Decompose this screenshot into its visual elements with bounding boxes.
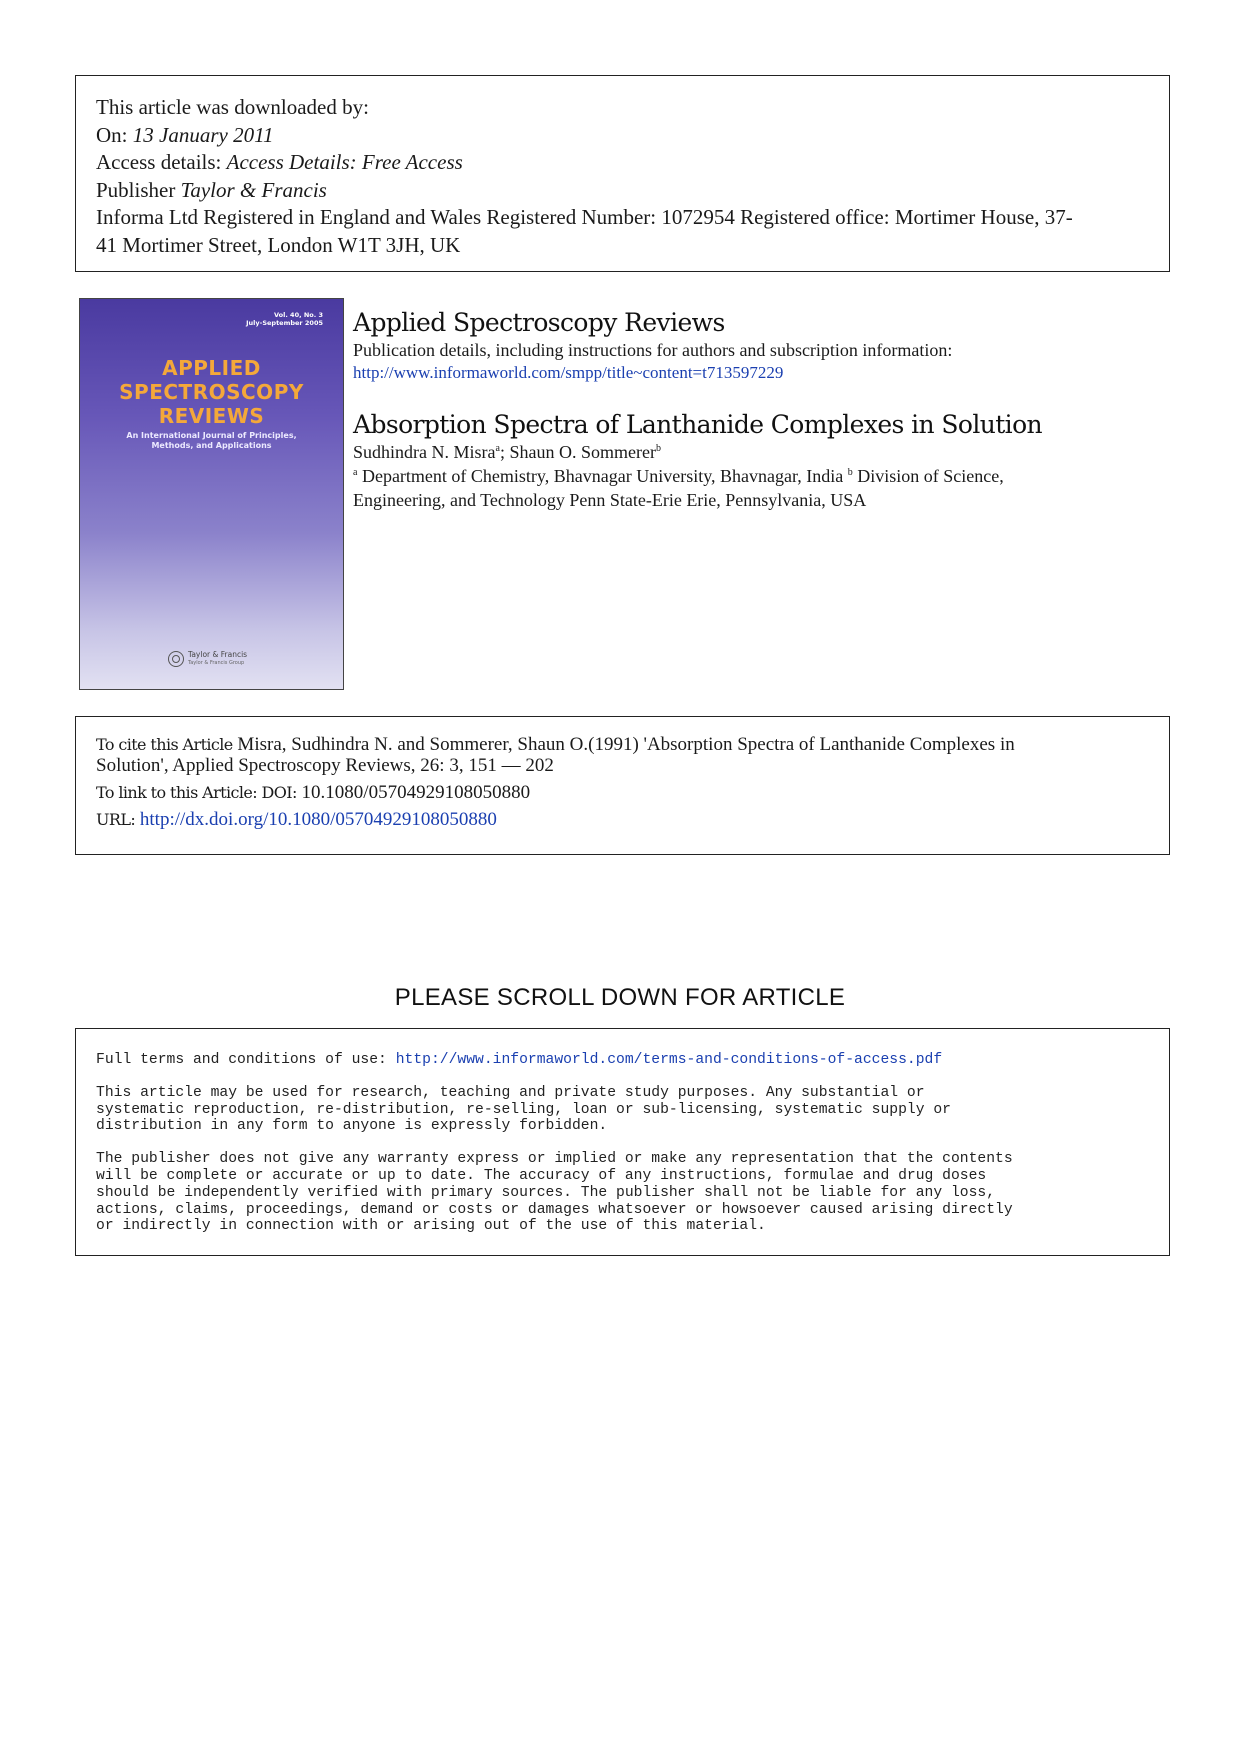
publisher-logo-group: Taylor & Francis Group [188, 660, 245, 666]
usage-line-1: This article may be used for research, teaching and private study purposes. Any substantial or [96, 1084, 925, 1101]
cover-title [80, 356, 343, 428]
affil-b-mark: b [847, 467, 853, 478]
article-title: Absorption Spectra of Lanthanide Complexes in Solution [353, 410, 1043, 439]
access-details-value: Access Details: Free Access [226, 150, 463, 174]
cover-issue-line-2: July-September 2005 [246, 319, 323, 327]
publisher-logo-name: Taylor & Francis [188, 650, 248, 659]
author-2-affil-mark: b [655, 443, 661, 454]
usage-line-2: systematic reproduction, re-distribution, re-selling, loan or sub-licensing, systematic supply or [96, 1101, 951, 1118]
publication-details: Publication details, including instructions for authors and subscription information: [353, 340, 953, 360]
access-details-label: Access details: [96, 150, 227, 174]
cover-subtitle-line-2: Methods, and Applications [151, 441, 272, 450]
terms-line [96, 1052, 1149, 1069]
disclaimer-line-3: should be independently verified with primary sources. The publisher shall not be liable for any loss, [96, 1184, 996, 1201]
article-info [353, 308, 1173, 512]
author-list [353, 440, 1173, 464]
journal-cover-image [79, 298, 344, 690]
disclaimer-line-2: will be complete or accurate or up to date. The accuracy of any instructions, formulae and drug doses [96, 1167, 987, 1184]
cover-title-line-3: REVIEWS [158, 404, 265, 428]
affiliations [353, 464, 1173, 512]
terms-box [75, 1028, 1170, 1256]
download-date-label: On: [96, 122, 133, 147]
registered-office-line-1: Informa Ltd Registered in England and Wales Registered Number: 1072954 Registered office: Mortimer House, 37- [96, 205, 1073, 229]
affil-a-mark: a [353, 467, 358, 478]
cite-row [96, 734, 1149, 776]
access-details-line [96, 149, 1149, 177]
scroll-down-notice: PLEASE SCROLL DOWN FOR ARTICLE [394, 984, 846, 1011]
publisher-logo-text [188, 651, 247, 667]
journal-url-link[interactable]: http://www.informaworld.com/smpp/title~content=t713597229 [353, 363, 784, 382]
doi-row [96, 782, 1149, 803]
author-separator: ; [499, 442, 510, 462]
affil-b-text-line-2: Engineering, and Technology Penn State-Erie Erie, Pennsylvania, USA [353, 490, 867, 510]
disclaimer-line-5: or indirectly in connection with or arising out of the use of this material. [96, 1218, 766, 1235]
cover-title-line-1: APPLIED [162, 356, 261, 380]
cover-title-line-2: SPECTROSCOPY [119, 380, 304, 404]
downloaded-by-line: This article was downloaded by: [96, 95, 369, 119]
doi-label: To link to this Article: DOI: [96, 783, 297, 802]
doi-url-link[interactable]: http://dx.doi.org/10.1080/05704929108050880 [135, 809, 497, 830]
cover-subtitle-line-1: An International Journal of Principles, [126, 431, 297, 440]
author-1: Sudhindra N. Misra [353, 442, 496, 462]
url-row [96, 809, 1149, 830]
terms-label: Full terms and conditions of use: [96, 1052, 396, 1068]
publisher-value: Taylor & Francis [180, 177, 327, 202]
download-info-box [75, 75, 1170, 272]
cover-subtitle [80, 431, 343, 451]
download-date-line [96, 122, 1149, 150]
author-2: Shaun O. Sommerer [509, 442, 656, 462]
publisher-logo-icon [168, 651, 184, 667]
journal-title: Applied Spectroscopy Reviews [353, 308, 725, 337]
terms-url-link[interactable]: http://www.informaworld.com/terms-and-conditions-of-access.pdf [395, 1052, 943, 1068]
download-date-value: 13 January 2011 [132, 122, 274, 147]
affil-a-text: Department of Chemistry, Bhavnagar University, Bhavnagar, India [357, 466, 848, 486]
usage-line-3: distribution in any form to anyone is expressly forbidden. [96, 1118, 608, 1135]
affil-b-text-line-1: Division of Science, [852, 466, 1004, 486]
cite-text-line-1: Misra, Sudhindra N. and Sommerer, Shaun O.(1991) 'Absorption Spectra of Lanthanide Complexes in [232, 734, 1015, 755]
publisher-logo [168, 651, 247, 667]
registered-office-line-2: 41 Mortimer Street, London W1T 3JH, UK [96, 232, 461, 257]
publisher-line [96, 177, 1149, 205]
doi-value: 10.1080/05704929108050880 [296, 782, 531, 803]
disclaimer-line-1: The publisher does not give any warranty express or implied or make any representation that the contents [96, 1151, 1013, 1168]
url-label: URL: [96, 810, 136, 829]
cover-issue-info [246, 311, 323, 327]
citation-box [75, 716, 1170, 855]
disclaimer-paragraph [96, 1151, 1149, 1235]
cover-issue-line-1: Vol. 40, No. 3 [273, 311, 323, 319]
author-1-affil-mark: a [495, 443, 500, 454]
cite-label: To cite this Article [96, 735, 233, 754]
disclaimer-line-4: actions, claims, proceedings, demand or costs or damages whatsoever or howsoever caused arising directly [96, 1201, 1013, 1218]
cite-text-line-2: Solution', Applied Spectroscopy Reviews, 26: 3, 151 — 202 [96, 755, 554, 776]
usage-paragraph [96, 1085, 1149, 1135]
publisher-label: Publisher [96, 177, 181, 202]
